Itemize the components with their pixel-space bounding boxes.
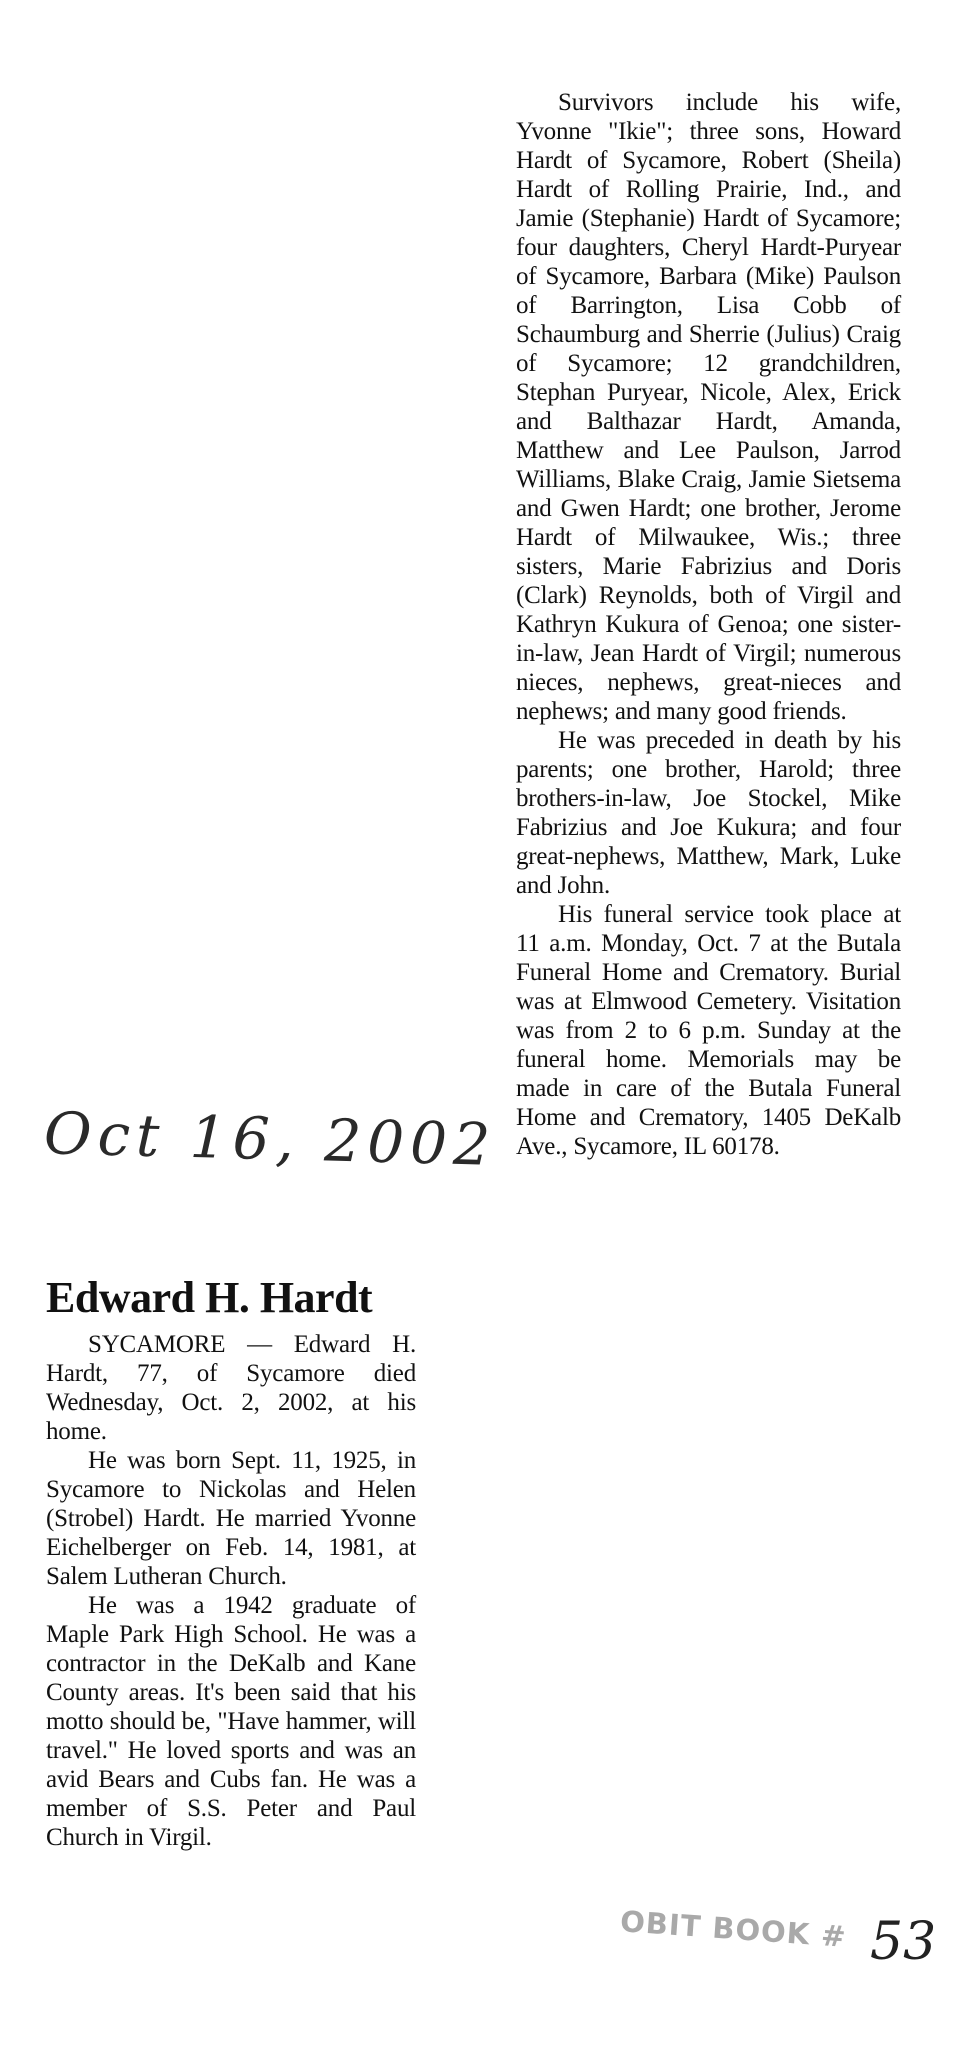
survivors-paragraph: Survivors include his wife, Yvonne "Ikie"; three sons, Howard Hardt of Sycamore, Robert (Sheila) Hardt of Rolling Prairie, Ind., and Jamie (Stephanie) Hardt of Sycamore; four daughters, Cheryl Hardt-Puryear of Sycamore, Barbara (Mike) Paulson of Barrington, Lisa Cobb of Schaumburg and Sherrie (Julius) Craig of Sycamore; 12 grandchildren, Stephan Puryear, Nicole, Alex, Erick and Balthazar Hardt, Amanda, Matthew and Lee Paulson, Jarrod Williams, Blake Craig, Jamie Sietsema and Gwen Hardt; one brother, Jerome Hardt of Milwaukee, Wis.; three sisters, Marie Fabrizius and Doris (Clark) Reynolds, both of Virgil and Kathryn Kukura of Genoa; one sister-in-law, Jean Hardt of Virgil; numerous nieces, nephews, great-nieces and nephews; and many good friends. xyxy=(516,89,901,725)
handwritten-date: Oct 16, 2002 xyxy=(43,1099,497,1179)
obit-book-stamp: OBIT BOOK # xyxy=(619,1904,848,1954)
death-notice-paragraph: SYCAMORE — Edward H. Hardt, 77, of Sycamore died Wednesday, Oct. 2, 2002, at his home. xyxy=(46,1331,416,1445)
biography-paragraph: He was a 1942 graduate of Maple Park High School. He was a contractor in the DeKalb and Kane County areas. It's been said that his motto should be, "Have hammer, will travel." He loved sports and was an avid Bears and Cubs fan. He was a member of S.S. Peter and Paul Church in Virgil. xyxy=(46,1592,416,1851)
preceded-in-death-paragraph: He was preceded in death by his parents; one brother, Harold; three brothers-in-law, Joe Stockel, Mike Fabrizius and Joe Kukura; and four great-nephews, Matthew, Mark, Luke and John. xyxy=(516,727,901,899)
obit-book-number: 53 xyxy=(870,1912,937,1972)
obituary-left-column xyxy=(46,1330,416,1852)
obituary-headline: Edward H. Hardt xyxy=(46,1273,373,1322)
birth-marriage-paragraph: He was born Sept. 11, 1925, in Sycamore to Nickolas and Helen (Strobel) Hardt. He married Yvonne Eichelberger on Feb. 14, 1981, at Salem Lutheran Church. xyxy=(46,1447,416,1590)
obituary-right-column xyxy=(516,88,901,1161)
funeral-service-paragraph: His funeral service took place at 11 a.m. Monday, Oct. 7 at the Butala Funeral Home and Crematory. Burial was at Elmwood Cemetery. Visitation was from 2 to 6 p.m. Sunday at the funeral home. Memorials may be made in care of the Butala Funeral Home and Crematory, 1405 DeKalb Ave., Sycamore, IL 60178. xyxy=(516,901,901,1160)
